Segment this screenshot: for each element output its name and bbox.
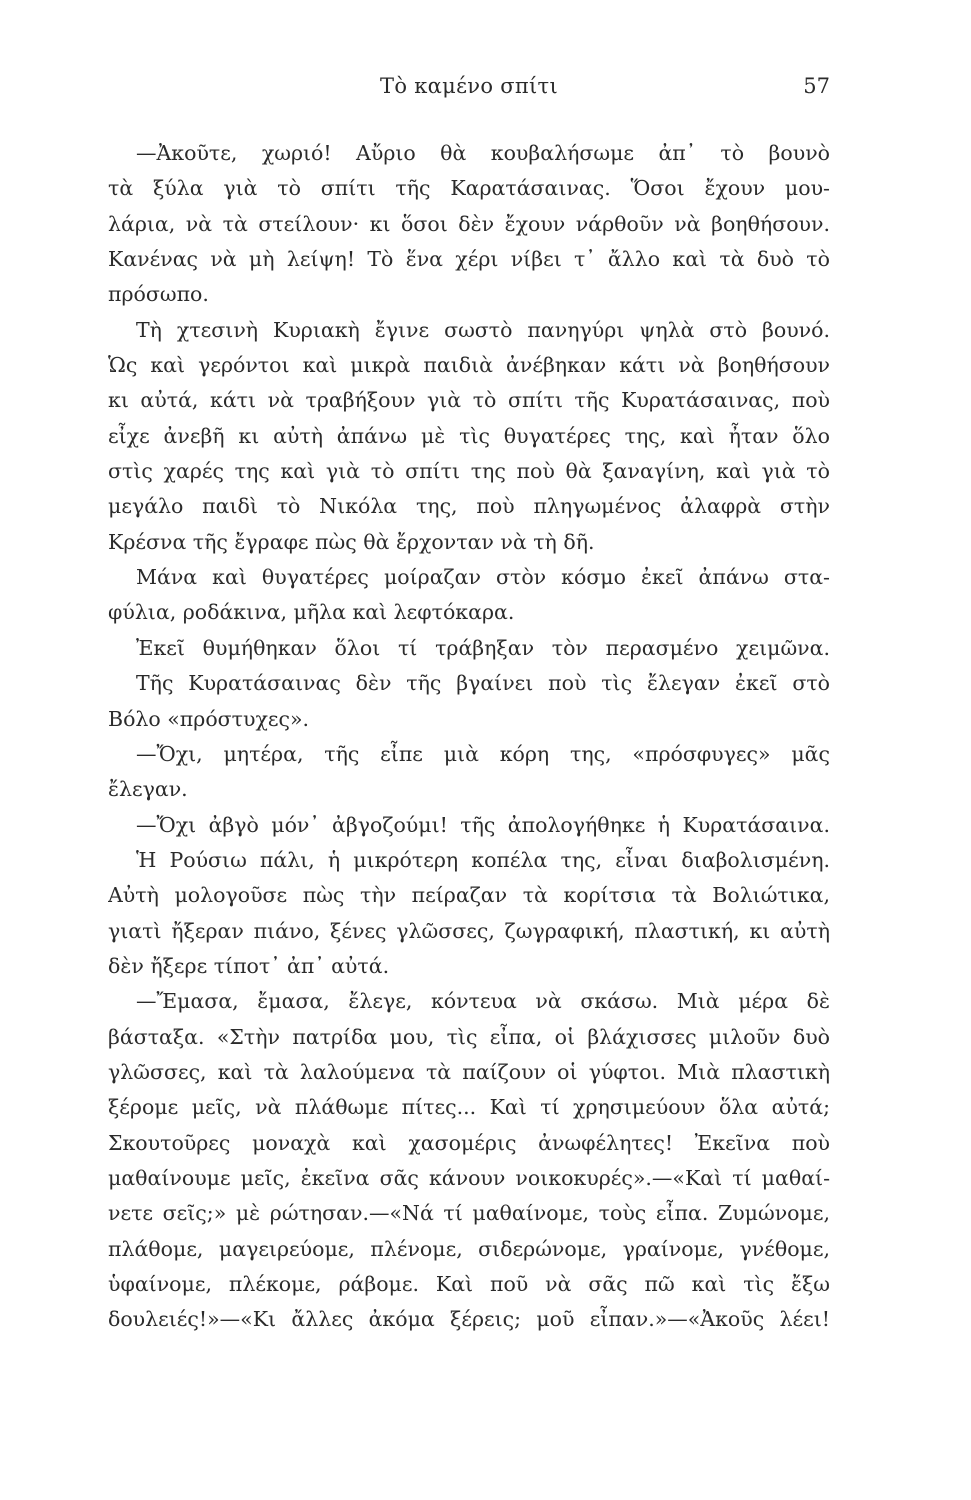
text-line: νετε σεῖς;» μὲ ρώτησαν.—«Νά τί μαθαίνομε, τοὺς εἶπα. Ζυμώνομε, — [108, 1201, 830, 1226]
text-line: στὶς χαρές της καὶ γιὰ τὸ σπίτι της ποὺ θὰ ξαναγίνη, καὶ γιὰ τὸ — [108, 459, 830, 484]
text-line: Αὐτὴ μολογοῦσε πὼς τὴν πείραζαν τὰ κορίτσια τὰ Βολιώτικα, — [108, 883, 830, 908]
text-line: Ἐκεῖ θυμήθηκαν ὅλοι τί τράβηξαν τὸν περασμένο χειμῶνα. — [136, 635, 830, 660]
text-line: Ὡς καὶ γερόντοι καὶ μικρὰ παιδιὰ ἀνέβηκαν κάτι νὰ βοηθήσουν — [108, 353, 830, 378]
text-line: —Ἀκοῦτε, χωριό! Αὔριο θὰ κουβαλήσωμε ἀπ᾽ τὸ βουνὸ — [136, 141, 830, 165]
text-line: πλάθομε, μαγειρεύομε, πλένομε, σιδερώνομε, γραίνομε, γνέθομε, — [108, 1236, 830, 1261]
running-title: Τὸ καμένο σπίτι — [380, 74, 558, 98]
text-line: Σκουτοῦρες μοναχὰ καὶ χασομέρις ἀνωφέλητες! Ἐκεῖνα ποὺ — [108, 1130, 830, 1155]
text-line: Τῆς Κυρατάσαινας δὲν τῆς βγαίνει ποὺ τὶς ἔλεγαν ἐκεῖ στὸ — [136, 671, 830, 696]
text-line: Κρέσνα τῆς ἔγραφε πὼς θὰ ἔρχονταν νὰ τὴ δῆ. — [108, 529, 595, 554]
text-line: Μάνα καὶ θυγατέρες μοίραζαν στὸν κόσμο ἐκεῖ ἀπάνω στα- — [136, 565, 830, 590]
text-line: φύλια, ροδάκινα, μῆλα καὶ λεφτόκαρα. — [108, 600, 515, 625]
text-line: μαθαίνουμε μεῖς, ἐκεῖνα σᾶς κάνουν νοικοκυρές».—«Καὶ τί μαθαί- — [108, 1165, 830, 1190]
text-line: δουλειές!»—«Κι ἄλλες ἀκόμα ξέρεις; μοῦ εἶπαν.»—«Ἀκοῦς λέει! — [108, 1307, 830, 1332]
text-line: εἶχε ἀνεβῆ κι αὐτὴ ἀπάνω μὲ τὶς θυγατέρες της, καὶ ἦταν ὅλο — [108, 423, 830, 448]
text-line: πρόσωπο. — [108, 282, 209, 307]
text-line: ξέρομε μεῖς, νὰ πλάθωμε πίτες... Καὶ τί χρησιμεύουν ὅλα αὐτά; — [108, 1095, 830, 1120]
text-line: —Ὄχι ἀβγὸ μόν᾽ ἀβγοζούμι! τῆς ἀπολογήθηκε ἡ Κυρατάσαινα. — [136, 812, 830, 837]
text-line: τὰ ξύλα γιὰ τὸ σπίτι τῆς Καρατάσαινας. Ὅσοι ἔχουν μου- — [108, 176, 830, 201]
text-line: ἔλεγαν. — [108, 777, 188, 802]
text-line: —Ὄχι, μητέρα, τῆς εἶπε μιὰ κόρη της, «πρόσφυγες» μᾶς — [136, 741, 830, 766]
text-line: Ἡ Ρούσιω πάλι, ἡ μικρότερη κοπέλα της, εἶναι διαβολισμένη. — [136, 847, 830, 872]
text-line: —Ἔμασα, ἔμασα, ἔλεγε, κόντευα νὰ σκάσω. Μιὰ μέρα δὲ — [136, 989, 830, 1014]
text-line: λάρια, νὰ τὰ στείλουν· κι ὅσοι δὲν ἔχουν νάρθοῦν νὰ βοηθήσουν. — [108, 211, 830, 236]
text-line: μεγάλο παιδὶ τὸ Νικόλα της, ποὺ πληγωμένος ἀλαφρὰ στὴν — [108, 494, 830, 519]
page-header — [108, 74, 830, 104]
text-line: Κανένας νὰ μὴ λείψη! Τὸ ἕνα χέρι νίβει τ᾽ ἄλλο καὶ τὰ δυὸ τὸ — [108, 247, 830, 272]
body-text — [108, 136, 830, 1338]
text-line: βάσταξα. «Στὴν πατρίδα μου, τὶς εἶπα, οἱ βλάχισσες μιλοῦν δυὸ — [108, 1024, 830, 1049]
text-line: ὑφαίνομε, πλέκομε, ράβομε. Καὶ ποῦ νὰ σᾶς πῶ καὶ τὶς ἔξω — [108, 1272, 830, 1296]
text-line: κι αὐτά, κάτι νὰ τραβήξουν γιὰ τὸ σπίτι τῆς Κυρατάσαινας, ποὺ — [108, 388, 830, 413]
text-line: γλῶσσες, καὶ τὰ λαλούμενα τὰ παίζουν οἱ γύφτοι. Μιὰ πλαστικὴ — [108, 1059, 830, 1084]
text-line: δὲν ἤξερε τίποτ᾽ ἀπ᾽ αὐτά. — [108, 953, 390, 978]
page-number: 57 — [803, 74, 830, 98]
text-line: Βόλο «πρόστυχες». — [108, 706, 310, 731]
text-line: Τὴ χτεσινὴ Κυριακὴ ἔγινε σωστὸ πανηγύρι ψηλὰ στὸ βουνό. — [136, 317, 830, 342]
text-line: γιατὶ ἤξεραν πιάνο, ξένες γλῶσσες, ζωγραφική, πλαστική, κι αὐτὴ — [108, 918, 830, 943]
